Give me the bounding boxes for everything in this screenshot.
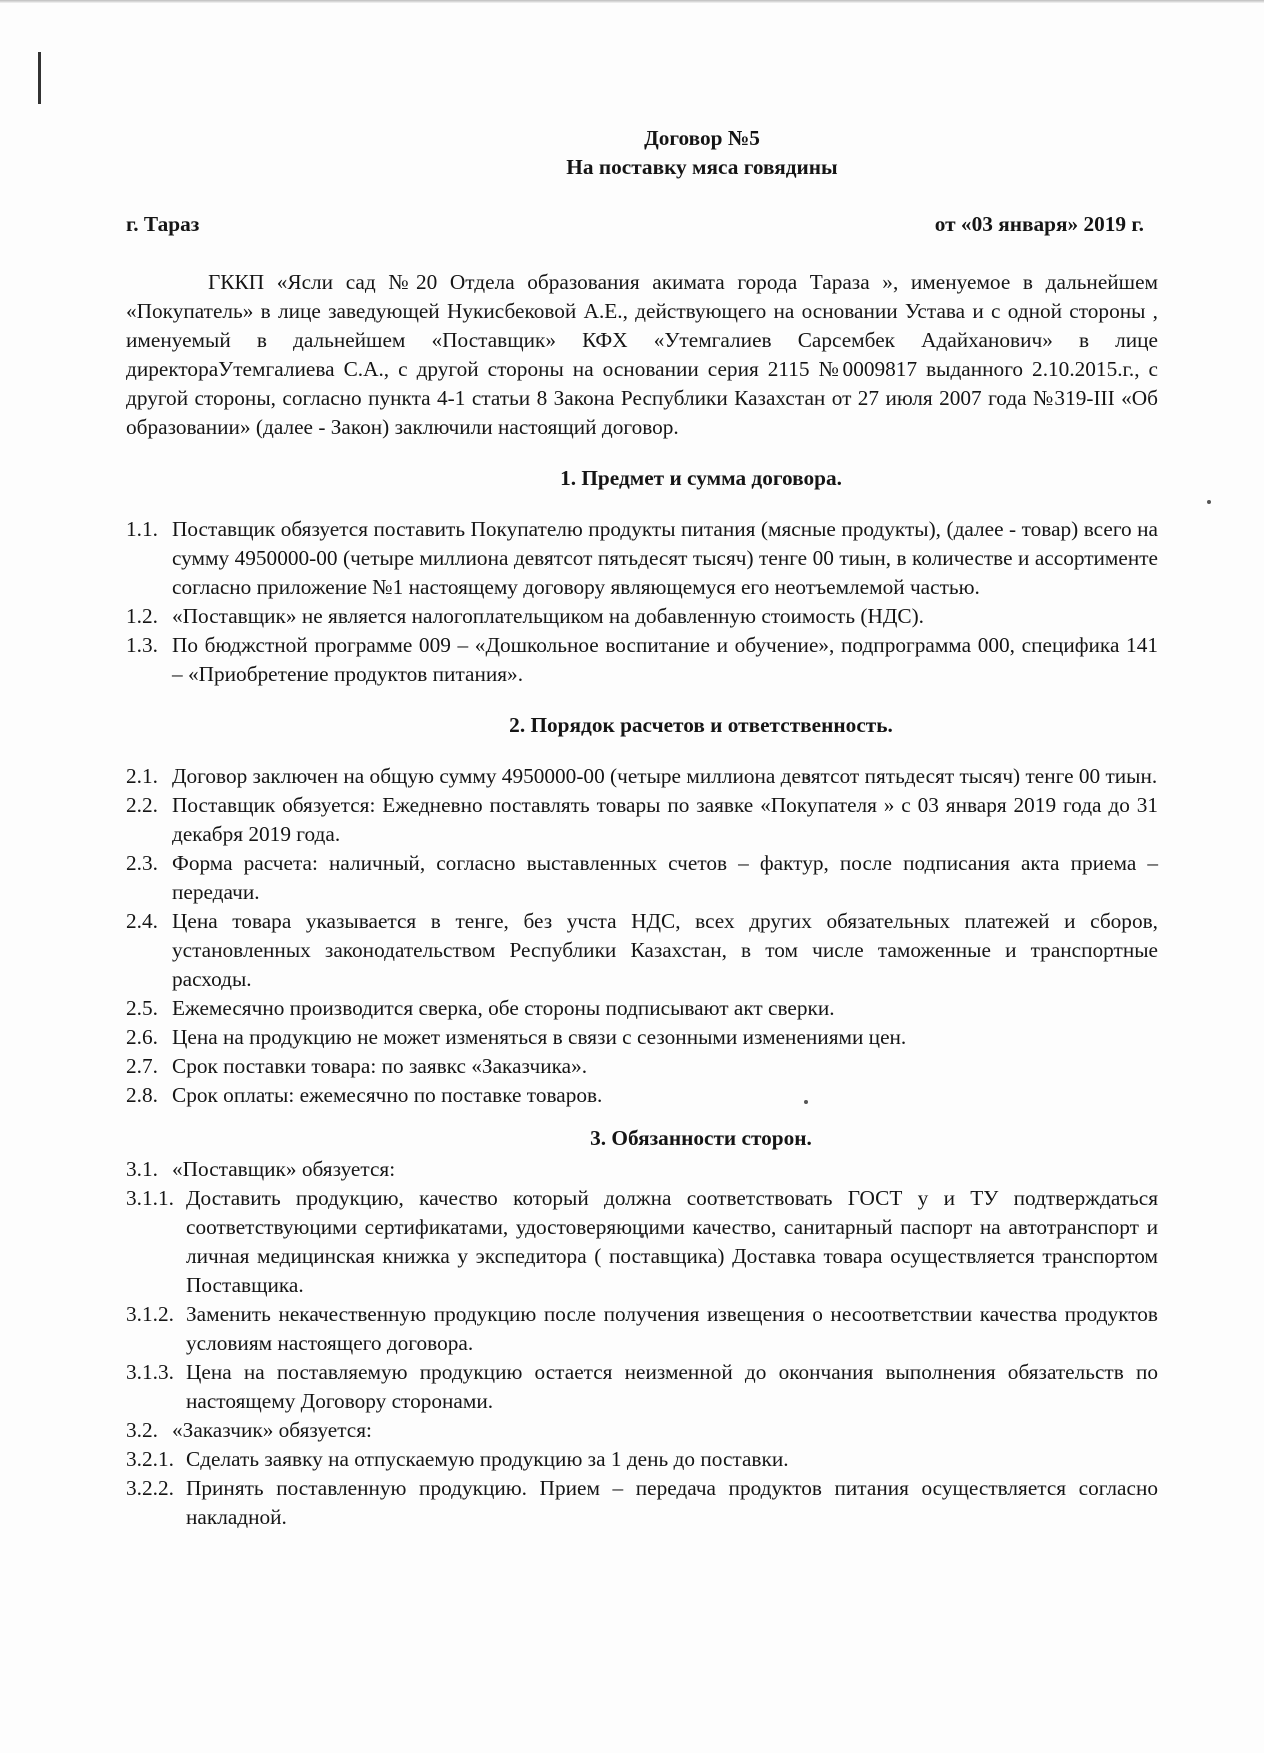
clause-number: 2.6.	[126, 1025, 158, 1049]
clause	[126, 515, 1158, 602]
clause	[126, 762, 1158, 791]
clause-text: «Заказчик» обязуется:	[172, 1418, 372, 1442]
preamble: ГККП «Ясли сад №20 Отдела образования акимата города Тараза », именуемое в дальнейшем «Покупатель» в лице заведующей Нукисбековой А.Е., действующего на основании Устава и с одной стороны , именуемый в дальнейшем «Поставщик» КФХ «Утемгалиев Сарсембек Адайханович» в лице директораУтемгалиева С.А., с другой стороны на основании серия 2115 №0009817 выданного 2.10.2015.г., с другой стороны, согласно пункта 4-1 статьи 8 Закона Республики Казахстан от 27 июля 2007 года №319-III «Об образовании» (далее - Закон) заключили настоящий договор.	[126, 270, 1158, 439]
clause	[126, 1358, 1158, 1416]
clause	[126, 791, 1158, 849]
scan-speck	[1207, 500, 1211, 504]
clause-text: Договор заключен на общую сумму 4950000-00 (четыре миллиона девятсот пятьдесят тысяч) тенге 00 тиын.	[172, 764, 1158, 788]
clause-number: 3.1.1.	[126, 1186, 174, 1210]
clause-text: Форма расчета: наличный, согласно выставленных счетов – фактур, после подписания акта приема – передачи.	[172, 851, 1158, 904]
clause-number: 2.3.	[126, 851, 158, 875]
document-title: Договор №5	[644, 126, 760, 150]
clause-number: 2.8.	[126, 1083, 158, 1107]
clause-text: «Поставщик» обязуется:	[172, 1157, 396, 1181]
scan-mark	[38, 52, 41, 104]
clause	[126, 994, 1158, 1023]
clause-number: 1.2.	[126, 604, 158, 628]
clause	[126, 1184, 1158, 1300]
clause	[126, 1023, 1158, 1052]
clause-text: Цена на продукцию не может изменяться в связи с сезонными изменениями цен.	[172, 1025, 907, 1049]
clause-number: 3.1.3.	[126, 1360, 174, 1384]
clause	[126, 1052, 1158, 1081]
clause-number: 3.1.	[126, 1157, 158, 1181]
clause-text: «Поставщик» не является налогоплательщиком на добавленную стоимость (НДС).	[172, 604, 924, 628]
clause-text: Доставить продукцию, качество который должна соответствовать ГОСТ у и ТУ подтверждаться соответствуюцими сертификатами, удостоверяющими качество, санитарный паспорт на автотранспорт и личная медицинская книжка у экспедитора ( поставщика) Доставка товара осуществляется транспортом Поставщика.	[186, 1186, 1158, 1297]
scan-edge	[0, 0, 1264, 3]
clause	[126, 907, 1158, 994]
clause	[126, 1155, 1158, 1184]
place-date-row	[126, 210, 1158, 239]
clause	[126, 849, 1158, 907]
clause	[126, 1474, 1158, 1532]
document-subtitle: На поставку мяса говядины	[566, 155, 838, 179]
clause-number: 3.1.2.	[126, 1302, 174, 1326]
clause-number: 2.5.	[126, 996, 158, 1020]
section-2-title: 2. Порядок расчетов и ответственность.	[509, 713, 893, 737]
clause-text: Поставщик обязуется: Ежедневно поставлять товары по заявке «Покупателя » с 03 января 2019 года до 31 декабря 2019 года.	[172, 793, 1158, 846]
clause-text: Цена товара указывается в тенге, без учста НДС, всех других обязательных платежей и сборов, установленных законодательством Республики Казахстан, в том числе таможенные и транспортные расходы.	[172, 909, 1158, 991]
clause-text: Ежемесячно производится сверка, обе стороны подписывают акт сверки.	[172, 996, 835, 1020]
clause-text: Поставщик обязуется поставить Покупателю продукты питания (мясные продукты), (далее - товар) всего на сумму 4950000-00 (четыре миллиона девятсот пятьдесят тысяч) тенге 00 тиын, в количестве и ассортименте согласно приложение №1 настоящему договору являющемуся его неотъемлемой частью.	[172, 517, 1158, 599]
clause	[126, 1445, 1158, 1474]
clause-text: Срок поставки товара: по заявкс «Заказчика».	[172, 1054, 588, 1078]
clause	[126, 1300, 1158, 1358]
clause-number: 2.4.	[126, 909, 158, 933]
contract-date: от «03 января» 2019 г.	[934, 212, 1144, 236]
clause-number: 2.7.	[126, 1054, 158, 1078]
clause-text: Цена на поставляемую продукцию остается неизменной до окончания выполнения обязательств по настоящему Договору сторонами.	[186, 1360, 1158, 1413]
clause-number: 3.2.	[126, 1418, 158, 1442]
clause-number: 1.3.	[126, 633, 158, 657]
clause	[126, 631, 1158, 689]
section-1-title: 1. Предмет и сумма договора.	[560, 466, 842, 490]
clause-text: Сделать заявку на отпускаемую продукцию за 1 день до поставки.	[186, 1447, 789, 1471]
clause-number: 1.1.	[126, 517, 158, 541]
section-3-title: 3. Обязанности сторон.	[590, 1126, 812, 1150]
clause	[126, 1081, 1158, 1110]
clause-number: 3.2.2.	[126, 1476, 174, 1500]
clause-number: 2.2.	[126, 793, 158, 817]
city: г. Тараз	[126, 212, 200, 236]
clause-text: По бюджстной программе 009 – «Дошкольное воспитание и обучение», подпрограмма 000, специфика 141 – «Приобретение продуктов питания».	[172, 633, 1158, 686]
clause-text: Принять поставленную продукцию. Прием – передача продуктов питания осуществляется согласно накладной.	[186, 1476, 1158, 1529]
clause-number: 3.2.1.	[126, 1447, 174, 1471]
clause	[126, 1416, 1158, 1445]
document-content	[126, 124, 1158, 1532]
clause-number: 2.1.	[126, 764, 158, 788]
clause-text: Срок оплаты: ежемесячно по поставке товаров.	[172, 1083, 603, 1107]
clause	[126, 602, 1158, 631]
clause-text: Заменить некачественную продукцию после получения извещения о несоответствии качества продуктов условиям настоящего договора.	[186, 1302, 1158, 1355]
